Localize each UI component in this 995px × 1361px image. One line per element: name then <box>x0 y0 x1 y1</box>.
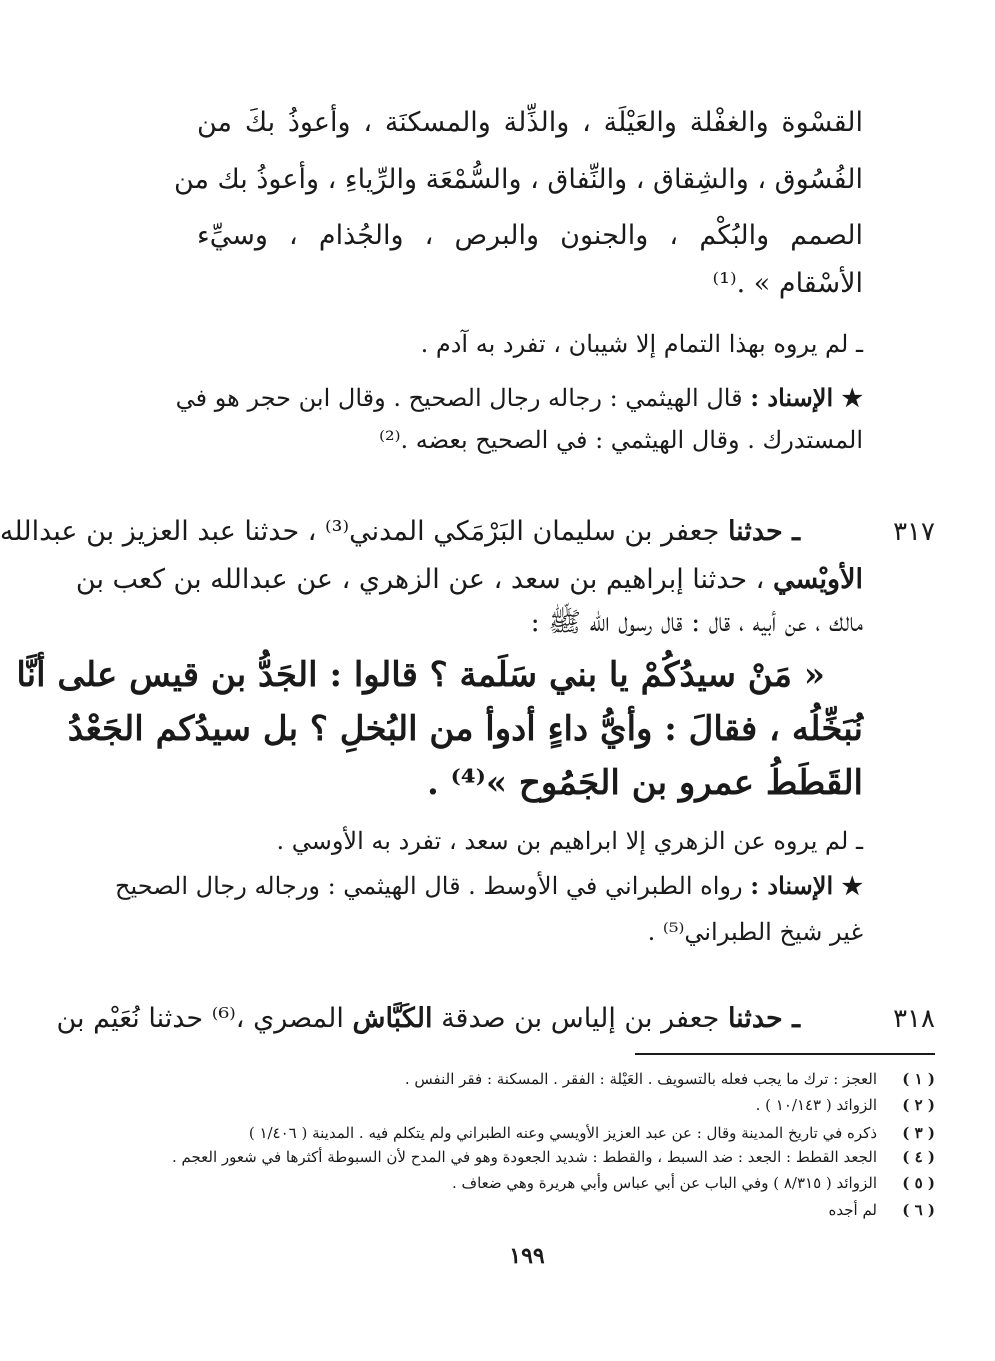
footnote <box>171 1146 935 1168</box>
text-line: القسْوة والغفْلة والعَيْلَة ، والذِّلة والمسكنَة ، وأعوذُ بكَ من <box>197 107 863 138</box>
footnote-number: ( ٣ ) <box>902 1124 935 1142</box>
haddathana-label: ـ حدثنا <box>727 516 800 547</box>
narrator-name: الكَبَّاش <box>352 1003 433 1034</box>
footnote-number: ( ٦ ) <box>902 1201 935 1219</box>
narrator-name: الأويْسي <box>772 564 863 595</box>
footnote-text: الجعد القطط : الجعد : ضد السبط ، والقطط : شديد الجعودة وهو في المدح لأن السبوطة أكثرها في شعور العجم . <box>171 1148 877 1166</box>
hadith-number: ٣١٨ <box>893 1004 935 1034</box>
footnote <box>199 1122 935 1144</box>
transmission-note: ـ لم يروه عن الزهري إلا ابراهيم بن سعد ، تفرد به الأوسي . <box>276 827 863 855</box>
footnote-text: ذكره في تاريخ المدينة وقال : عن عبد العزيز الأويسي وعنه الطبراني ولم يتكلم فيه . المدينة ( ١/٤٠٦ ) <box>248 1124 877 1142</box>
isnad-chain-line <box>56 999 800 1039</box>
narrator-text: جعفر بن إلياس بن صدقة <box>441 1003 720 1034</box>
narrator-text: المصري ،⁽⁶⁾ حدثنا نُعَيْم بن <box>56 1003 344 1034</box>
isnad-chain-line: مالك ، عن أبيه ، قال : قال رسول الله ﷺ : <box>530 607 863 638</box>
isnad-text: قال الهيثمي : رجاله رجال الصحيح . وقال ابن حجر هو في <box>175 384 743 412</box>
hadith-number: ٣١٧ <box>893 517 935 547</box>
isnad-chain-line <box>75 560 863 600</box>
narrator-text: ، حدثنا إبراهيم بن سعد ، عن الزهري ، عن عبدالله بن كعب بن <box>75 564 765 595</box>
matn-line: « مَنْ سيدُكُمْ يا بني سَلَمة ؟ قالوا : الجَدُّ بن قيس على أنَّا <box>16 655 825 695</box>
footnote-number: ( ١ ) <box>902 1070 935 1088</box>
footnote-number: ( ٢ ) <box>902 1096 935 1114</box>
isnad-text: رواه الطبراني في الأوسط . قال الهيثمي : ورجاله رجال الصحيح <box>114 872 743 900</box>
footnote-text: العجز : ترك ما يجب فعله بالتسويف . العَيْلة : الفقر . المسكنة : فقر النفس . <box>404 1070 877 1088</box>
footnote-text: لم أجده <box>828 1201 877 1219</box>
footnote-text: الزوائد ( ٨/٣١٥ ) وفي الباب عن أبي عباس وأبي هريرة وهي ضعاف . <box>451 1174 877 1192</box>
isnad-line: المستدرك . وقال الهيثمي : في الصحيح بعضه .⁽²⁾ <box>379 426 863 454</box>
footnote-separator <box>635 1053 935 1055</box>
footnote <box>199 1172 935 1194</box>
matn-line: القَطَطُ عمرو بن الجَمُوح »⁽⁴⁾ . <box>427 763 863 803</box>
isnad-chain-line <box>0 512 800 552</box>
isnad-label: ★ الإسناد : <box>750 871 863 900</box>
footnote-number: ( ٤ ) <box>902 1148 935 1166</box>
footnote-text: الزوائد ( ١٠/١٤٣ ) . <box>755 1096 877 1114</box>
isnad-line <box>175 380 863 416</box>
matn-line: نُبَخِّلُه ، فقالَ : وأيُّ داءٍ أدوأ من البُخلِ ؟ بل سيدُكم الجَعْدُ <box>67 709 863 749</box>
isnad-label: ★ الإسناد : <box>750 383 863 412</box>
isnad-line <box>114 868 863 904</box>
narrator-text: جعفر بن سليمان البَرْمَكي المدني⁽³⁾ ، حدثنا عبد العزيز بن عبدالله <box>0 516 720 547</box>
transmission-note: ـ لم يروه بهذا التمام إلا شيبان ، تفرد به آدم . <box>420 330 863 358</box>
text-line: الفُسُوق ، والشِقاق ، والنِّفاق ، والسُّمْعَة والرِّياءِ ، وأعوذُ بك من <box>173 164 863 195</box>
footnote <box>199 1199 935 1221</box>
isnad-line: غير شيخ الطبراني⁽⁵⁾ . <box>647 918 863 946</box>
text-line: الأسْقام » .⁽¹⁾ <box>712 268 863 299</box>
footnote <box>199 1094 935 1116</box>
footnote <box>199 1068 935 1090</box>
haddathana-label: ـ حدثنا <box>727 1003 800 1034</box>
footnote-number: ( ٥ ) <box>902 1174 935 1192</box>
page-number: ١٩٩ <box>509 1243 545 1269</box>
text-line: الصمم والبُكْم ، والجنون والبرص ، والجُذام ، وسيِّء <box>197 220 863 251</box>
